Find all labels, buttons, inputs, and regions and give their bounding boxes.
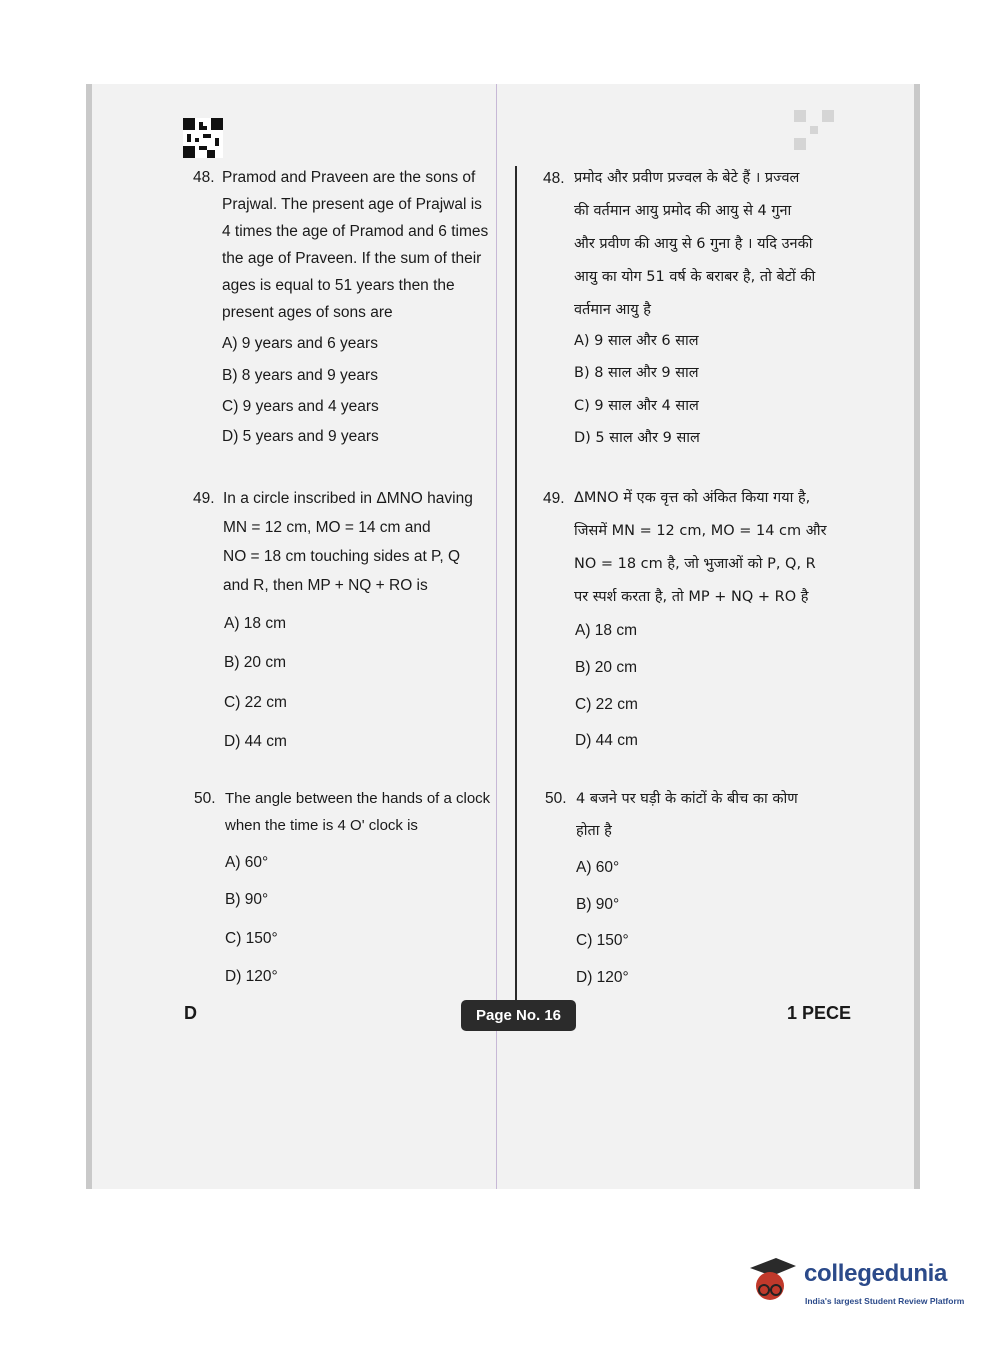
question-line: Prajwal. The present age of Prajwal is <box>222 196 482 213</box>
question-line: and R, then MP + NQ + RO is <box>223 577 428 594</box>
question-48-en <box>193 164 503 326</box>
option-a: A) 9 years and 6 years <box>222 335 378 352</box>
option-c: C) 9 साल और 4 साल <box>574 398 699 414</box>
question-line: NO = 18 cm touching sides at P, Q <box>223 548 461 565</box>
question-line: In a circle inscribed in ΔMNO having <box>223 490 473 507</box>
option-d: D) 44 cm <box>575 732 638 749</box>
booklet-series: D <box>184 1003 197 1023</box>
question-line: present ages of sons are <box>222 304 393 321</box>
option-d: D) 44 cm <box>224 733 287 750</box>
option-a: A) 9 साल और 6 साल <box>574 333 699 349</box>
question-line: आयु का योग 51 वर्ष के बराबर है, तो बेटों की <box>574 269 816 285</box>
question-50-hi <box>545 783 845 847</box>
option-b: B) 8 years and 9 years <box>222 367 378 384</box>
question-number: 49. <box>193 490 215 507</box>
question-line: होता है <box>576 823 612 839</box>
option-c: C) 9 years and 4 years <box>222 398 379 415</box>
option-a: A) 60° <box>225 854 269 871</box>
collegedunia-mascot-icon <box>746 1254 798 1306</box>
question-number: 49. <box>543 490 565 507</box>
question-number: 48. <box>543 170 565 187</box>
option-a: A) 60° <box>576 859 620 876</box>
option-d: D) 5 साल और 9 साल <box>574 430 700 446</box>
option-b: B) 20 cm <box>224 654 287 671</box>
option-c: C) 22 cm <box>224 694 287 711</box>
question-line: the age of Praveen. If the sum of their <box>222 250 482 267</box>
question-number: 48. <box>193 169 215 186</box>
question-49-en <box>193 484 503 600</box>
option-b: B) 90° <box>576 896 620 913</box>
option-d: D) 120° <box>576 969 629 986</box>
collegedunia-logo: collegedunia <box>804 1260 948 1287</box>
qr-code-icon <box>183 118 223 158</box>
paper-code: 1 PECE <box>787 1003 852 1023</box>
question-line: when the time is 4 O' clock is <box>225 817 418 834</box>
question-line: 4 times the age of Pramod and 6 times <box>222 223 489 240</box>
option-d: D) 5 years and 9 years <box>222 428 379 445</box>
question-line: प्रमोद और प्रवीण प्रज्वल के बेटे हैं । प्रज्वल <box>574 170 800 186</box>
question-48-hi <box>543 162 843 327</box>
option-c: C) 150° <box>225 930 278 947</box>
page-number-badge: Page No. 16 <box>461 1000 576 1031</box>
question-line: ages is equal to 51 years then the <box>222 277 455 294</box>
question-line: जिसमें MN = 12 cm, MO = 14 cm और <box>574 523 827 539</box>
option-b: B) 90° <box>225 891 269 908</box>
question-line: 4 बजने पर घड़ी के कांटों के बीच का कोण <box>576 791 798 807</box>
question-50-en <box>194 785 514 839</box>
logo-tagline: India's largest Student Review Platform <box>805 1296 965 1306</box>
question-line: वर्तमान आयु है <box>574 302 651 318</box>
option-a: A) 18 cm <box>224 615 287 632</box>
question-line: और प्रवीण की आयु से 6 गुना है । यदि उनकी <box>574 236 813 252</box>
column-divider <box>515 166 517 1000</box>
faded-qr-icon <box>794 110 834 150</box>
option-c: C) 22 cm <box>575 696 638 713</box>
question-number: 50. <box>194 790 216 807</box>
question-number: 50. <box>545 790 567 807</box>
question-line: की वर्तमान आयु प्रमोद की आयु से 4 गुना <box>574 203 792 219</box>
question-line: पर स्पर्श करता है, तो MP + NQ + RO है <box>574 589 809 605</box>
question-line: ΔMNO में एक वृत्त को अंकित किया गया है, <box>574 490 811 506</box>
question-line: The angle between the hands of a clock <box>225 790 491 807</box>
option-b: B) 20 cm <box>575 659 638 676</box>
option-d: D) 120° <box>225 968 278 985</box>
option-b: B) 8 साल और 9 साल <box>574 365 699 381</box>
option-a: A) 18 cm <box>575 622 638 639</box>
question-line: NO = 18 cm है, जो भुजाओं को P, Q, R <box>574 556 816 572</box>
question-49-hi <box>543 482 843 614</box>
question-line: Pramod and Praveen are the sons of <box>222 169 476 186</box>
option-c: C) 150° <box>576 932 629 949</box>
question-line: MN = 12 cm, MO = 14 cm and <box>223 519 431 536</box>
